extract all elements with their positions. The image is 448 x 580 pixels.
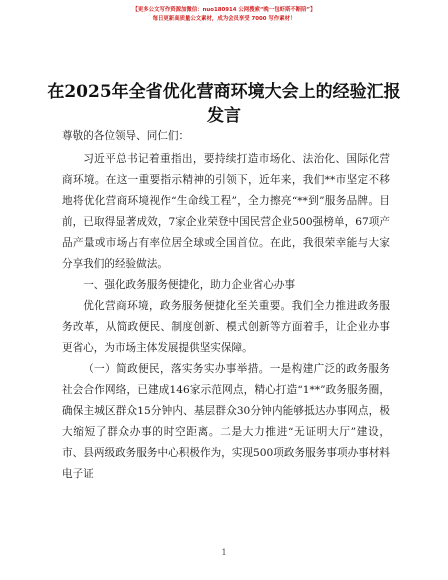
section-heading-1: 一、强化政务服务便捷化，助力企业省心办事	[83, 279, 296, 291]
paragraph-subsection-1: （一）简政便民，落实务实办事举措。一是构建广泛的政务服务社会合作网络，已建成146家示范网点，精心打造“1**”政务服务圈，确保主城区群众15分钟内、基层群众30分钟内能够抵达办事网点，极大缩短了群众办事的时空距离。二是大力推进“无证明大厅”建设，市、县两级政务服务中心积极作为，实现500项政务服务事项办事材料电子证	[62, 363, 390, 480]
paragraph-intro: 习近平总书记着重指出，要持续打造市场化、法治化、国际化营商环境。在这一重要指示精神的引领下，近年来，我们**市坚定不移地将优化营商环境视作“生命线工程”，全力擦亮“**到”服务品牌。目前，已取得显著成效，7家企业荣登中国民营企业500强榜单，67项产品产量或市场占有率位居全球或全国首位。在此，我很荣幸能与大家分享我们的经验做法。	[62, 153, 390, 270]
document-title-line-2: 发言	[207, 106, 241, 126]
promo-banner	[0, 6, 448, 24]
page-number: 1	[221, 548, 227, 557]
document-body	[62, 126, 390, 485]
document-title	[30, 80, 418, 128]
promo-banner-line-1: 【更多公文写作资源加微信：nuo180914 公网搜索“晚一包虾斯不断陪”】	[132, 7, 316, 13]
paragraph-section-1-intro: 优化营商环境，政务服务便捷化至关重要。我们全力推进政务服务改革，从简政便民、制度创新、模式创新等方面着手，让企业办事更省心，为市场主体发展提供坚实保障。	[62, 300, 390, 354]
salutation: 尊敬的各位领导、同仁们：	[62, 130, 190, 142]
document-title-line-1: 在2025年全省优化营商环境大会上的经验汇报	[47, 82, 401, 102]
promo-banner-line-2: 每日更新高质量公文素材，成为会员享受 7000 写作素材！	[152, 16, 296, 22]
